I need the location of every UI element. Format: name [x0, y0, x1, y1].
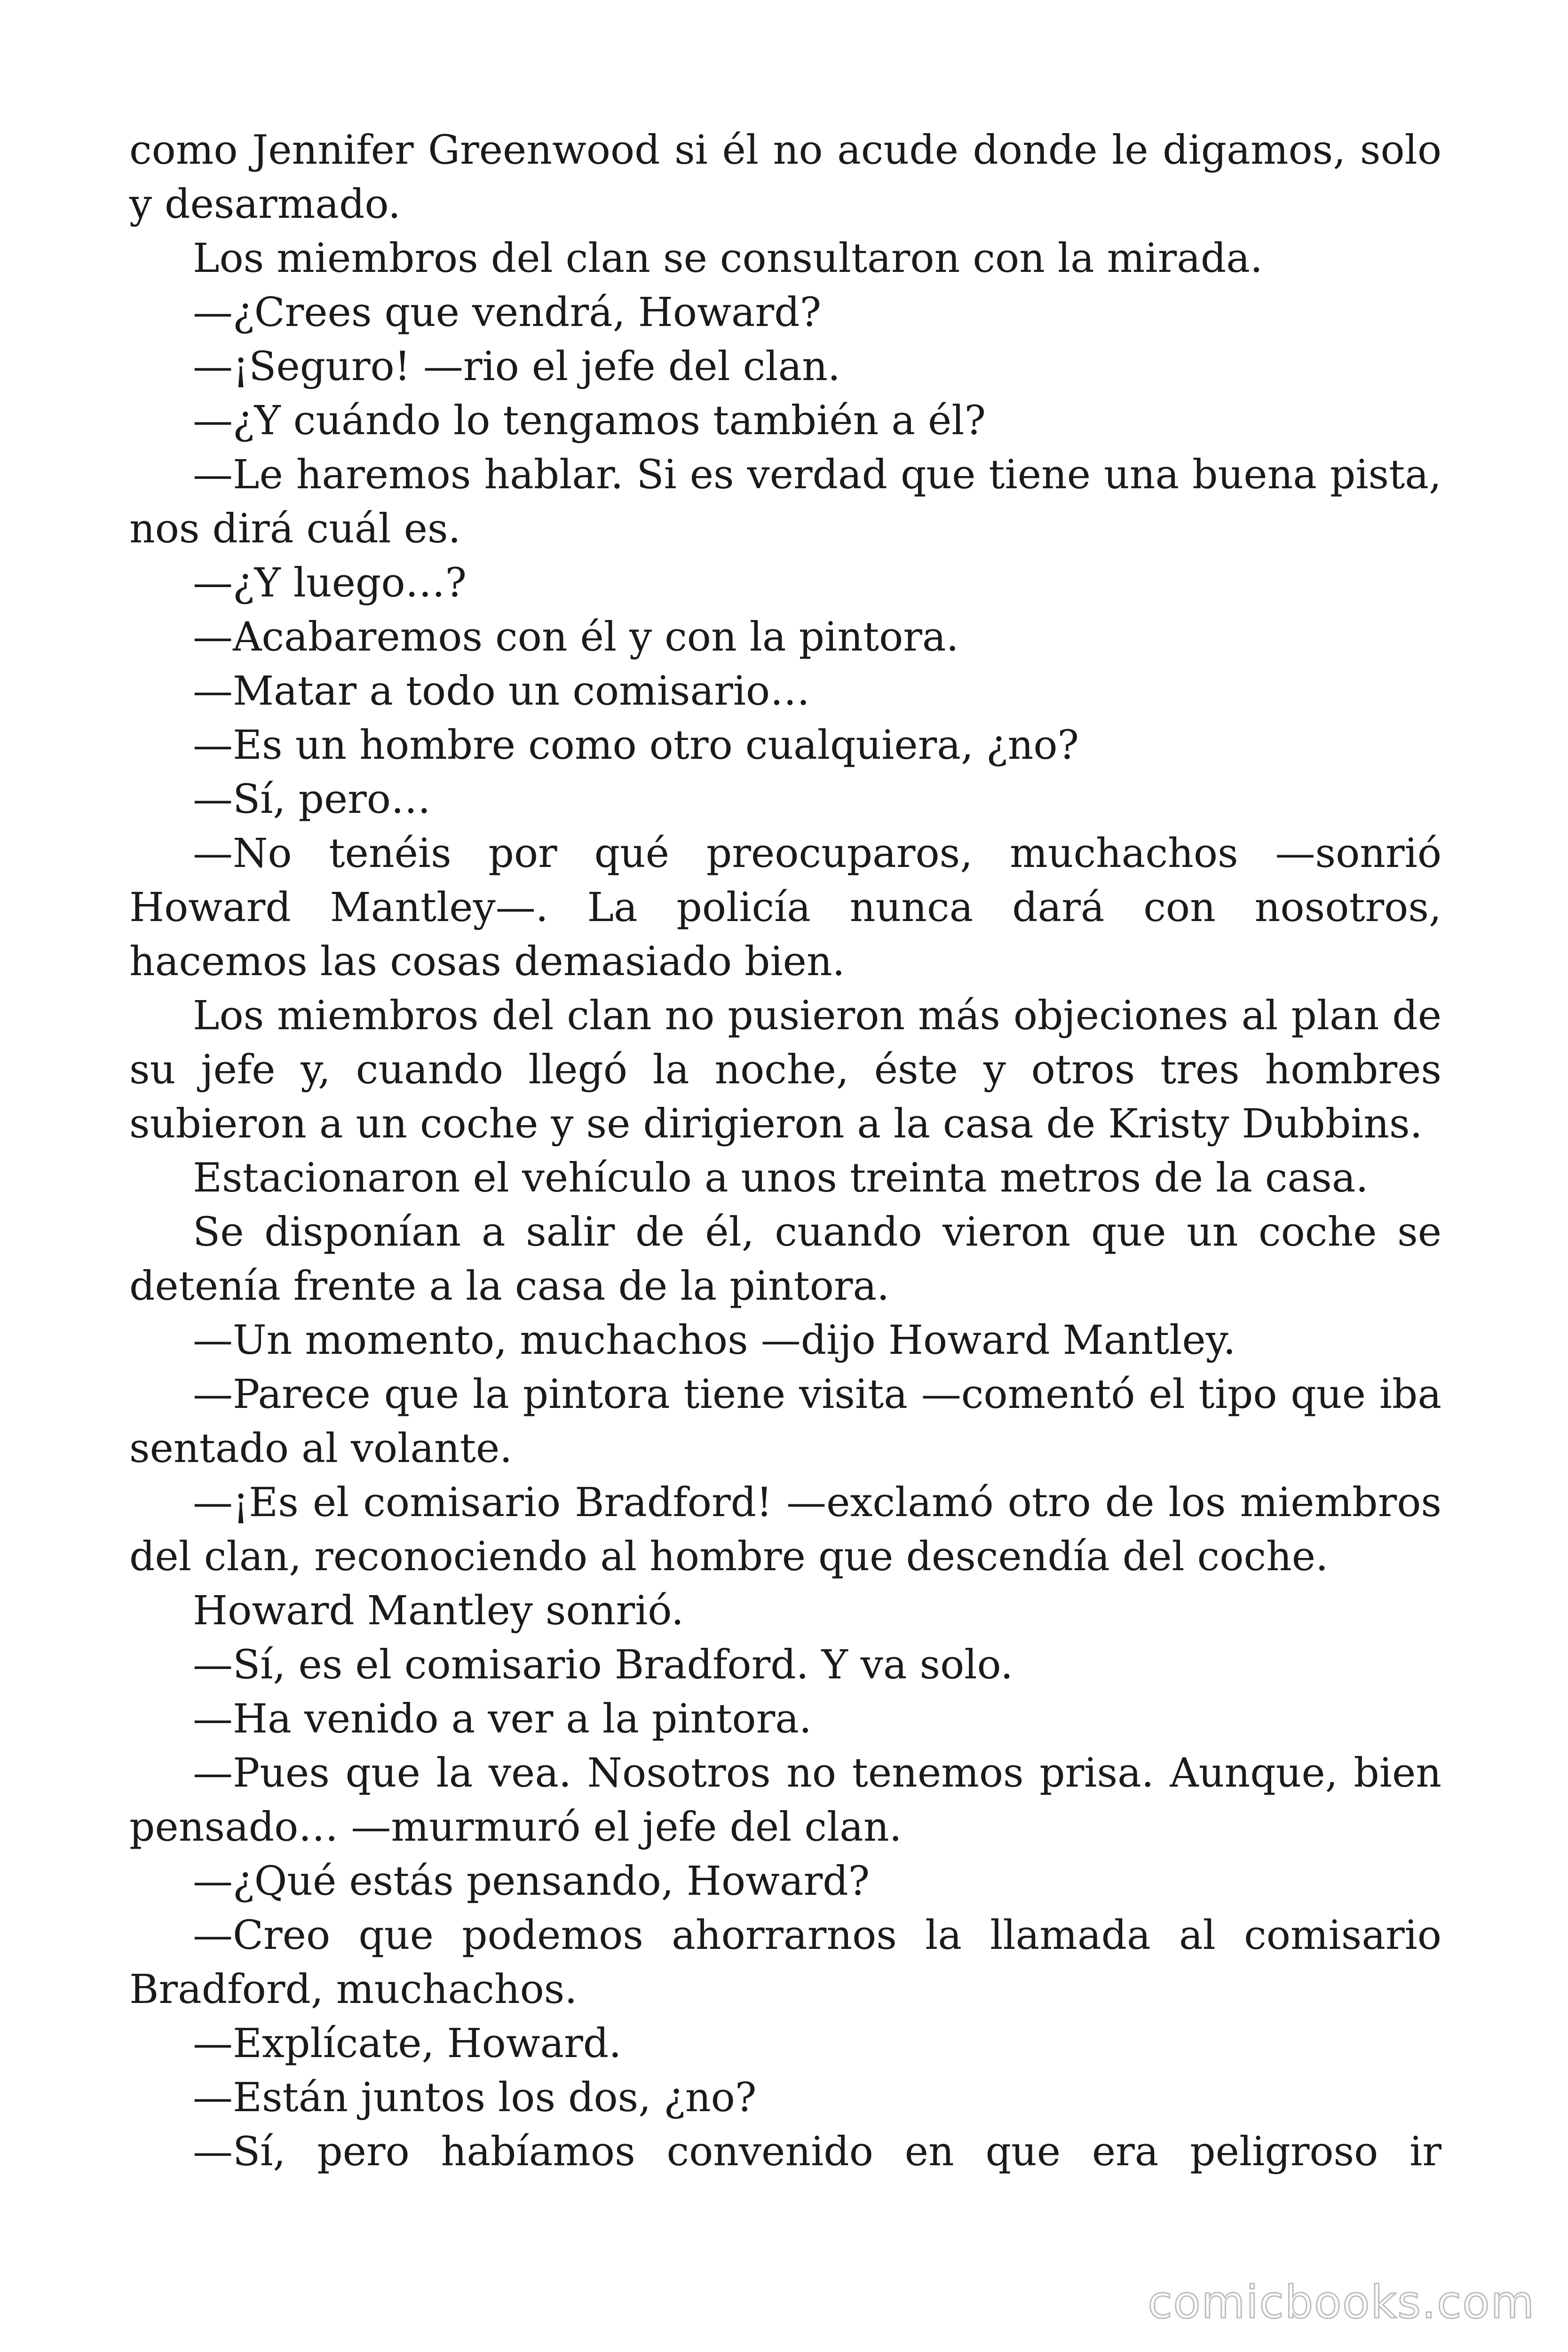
paragraph: —Un momento, muchachos —dijo Howard Mantley. — [193, 1317, 1236, 1364]
paragraph: —Pues que la vea. Nosotros no tenemos prisa. Aunque, bien pensado… —murmuró el jefe del clan. — [129, 1750, 1441, 1851]
paragraph: Se disponían a salir de él, cuando vieron que un coche se detenía frente a la casa de la pintora. — [129, 1209, 1441, 1310]
paragraph: Estacionaron el vehículo a unos treinta metros de la casa. — [193, 1155, 1369, 1201]
paragraph: —Acabaremos con él y con la pintora. — [193, 614, 959, 660]
watermark: comicbooks.com — [1148, 2277, 1535, 2328]
page-body — [129, 123, 1441, 2179]
paragraph: —Creo que podemos ahorrarnos la llamada al comisario Bradford, muchachos. — [129, 1912, 1441, 2013]
paragraph: Howard Mantley sonrió. — [193, 1588, 684, 1634]
paragraph: —Están juntos los dos, ¿no? — [193, 2074, 757, 2121]
paragraph: como Jennifer Greenwood si él no acude donde le digamos, solo y desarmado. — [129, 127, 1441, 228]
paragraph: —Ha venido a ver a la pintora. — [193, 1696, 812, 1742]
paragraph: —¿Y cuándo lo tengamos también a él? — [193, 397, 986, 444]
paragraph: —Sí, pero… — [193, 776, 431, 823]
paragraph: Los miembros del clan se consultaron con la mirada. — [193, 235, 1263, 282]
paragraph: —Sí, es el comisario Bradford. Y va solo. — [193, 1642, 1014, 1688]
paragraph: —¿Crees que vendrá, Howard? — [193, 289, 822, 336]
paragraph: —¿Y luego…? — [193, 560, 467, 606]
paragraph: —¿Qué estás pensando, Howard? — [193, 1858, 870, 1905]
paragraph: —Sí, pero habíamos convenido en que era peligroso ir — [193, 2129, 1441, 2175]
paragraph: —Matar a todo un comisario… — [193, 668, 810, 715]
paragraph: —¡Seguro! —rio el jefe del clan. — [193, 343, 840, 390]
paragraph: —Le haremos hablar. Si es verdad que tiene una buena pista, nos dirá cuál es. — [129, 452, 1441, 552]
paragraph: —Es un hombre como otro cualquiera, ¿no? — [193, 722, 1079, 769]
paragraph: —Explícate, Howard. — [193, 2020, 622, 2067]
paragraph: —No tenéis por qué preocuparos, muchachos —sonrió Howard Mantley—. La policía nunca dará con nosotros, hacemos las cosas demasiado bien. — [129, 830, 1441, 985]
paragraph: —¡Es el comisario Bradford! —exclamó otro de los miembros del clan, reconociendo al hombre que descendía del coche. — [129, 1479, 1441, 1580]
paragraph: —Parece que la pintora tiene visita —comentó el tipo que iba sentado al volante. — [129, 1371, 1441, 1472]
paragraph: Los miembros del clan no pusieron más objeciones al plan de su jefe y, cuando llegó la noche, éste y otros tres hombres subieron a un coche y se dirigieron a la casa de Kristy Dubbins. — [129, 993, 1441, 1147]
